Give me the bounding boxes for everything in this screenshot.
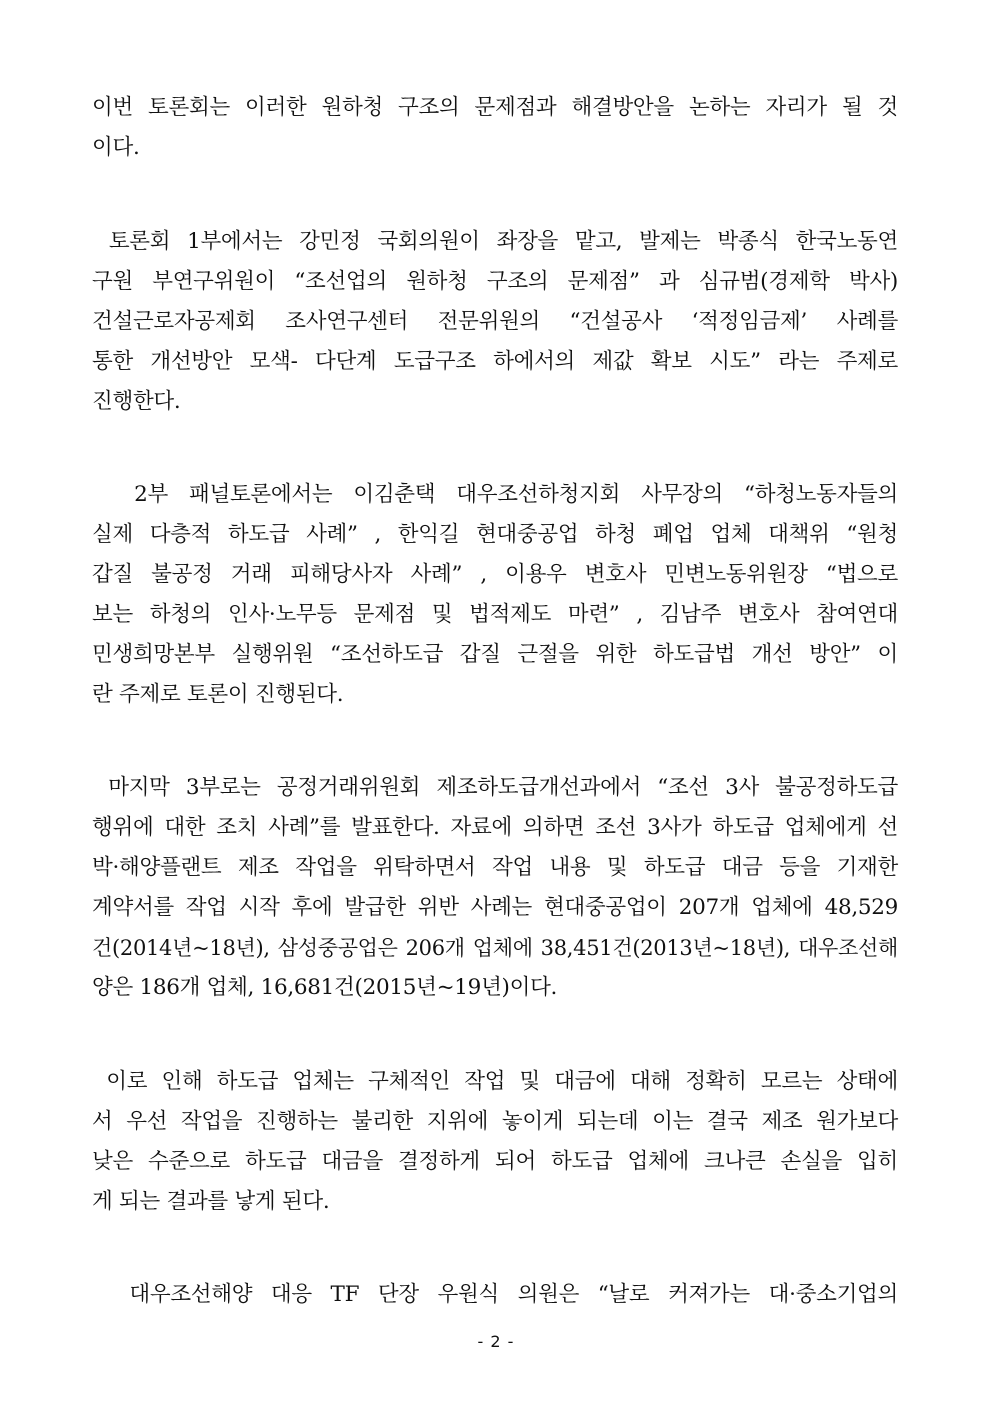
text-line: 마지막 3부로는 공정거래위원회 제조하도급개선과에서 “조선 3사 불공정하도급 <box>92 775 898 800</box>
text-line: 양은 186개 업체, 16,681건(2015년~19년)이다. <box>92 975 558 1000</box>
text-line: 실제 다층적 하도급 사례” , 한익길 현대중공업 하청 폐업 업체 대책위 “원청 <box>92 522 898 547</box>
text-line: 박·해양플랜트 제조 작업을 위탁하면서 작업 내용 및 하도급 대금 등을 기재한 <box>92 855 898 880</box>
text-line: 게 되는 결과를 낳게 된다. <box>92 1189 330 1214</box>
text-line: 이다. <box>92 135 140 160</box>
text-line: 낮은 수준으로 하도급 대금을 결정하게 되어 하도급 업체에 크나큰 손실을 입히 <box>92 1149 898 1174</box>
text-line: 토론회 1부에서는 강민정 국회의원이 좌장을 맡고, 발제는 박종식 한국노동연 <box>92 229 898 254</box>
text-line: 이로 인해 하도급 업체는 구체적인 작업 및 대금에 대해 정확히 모르는 상태에 <box>92 1069 898 1094</box>
text-line: 행위에 대한 조치 사례”를 발표한다. 자료에 의하면 조선 3사가 하도급 업체에게 선 <box>92 815 898 840</box>
text-line: 대우조선해양 대응 TF 단장 우원식 의원은 “날로 커져가는 대·중소기업의 <box>92 1282 898 1307</box>
text-line: 서 우선 작업을 진행하는 불리한 지위에 놓이게 되는데 이는 결국 제조 원가보다 <box>92 1109 898 1134</box>
text-line: 건(2014년~18년), 삼성중공업은 206개 업체에 38,451건(2013년~18년), 대우조선해 <box>92 936 898 960</box>
text-line: 보는 하청의 인사·노무등 문제점 및 법적제도 마련” , 김남주 변호사 참여연대 <box>92 602 898 627</box>
text-line: 갑질 불공정 거래 피해당사자 사례” , 이용우 변호사 민변노동위원장 “법으로 <box>92 562 898 587</box>
text-line: 2부 패널토론에서는 이김춘택 대우조선하청지회 사무장의 “하청노동자들의 <box>92 482 898 507</box>
text-line: 민생희망본부 실행위원 “조선하도급 갑질 근절을 위한 하도급법 개선 방안” 이 <box>92 642 898 667</box>
text-line: 건설근로자공제회 조사연구센터 전문위원의 “건설공사 ‘적정임금제’ 사례를 <box>92 309 898 334</box>
text-line: 구원 부연구위원이 “조선업의 원하청 구조의 문제점” 과 심규범(경제학 박사) <box>92 269 898 294</box>
text-line: 이번 토론회는 이러한 원하청 구조의 문제점과 해결방안을 논하는 자리가 될 것 <box>92 95 898 120</box>
page-number: - 2 - <box>477 1332 515 1351</box>
text-line: 통한 개선방안 모색- 다단계 도급구조 하에서의 제값 확보 시도” 라는 주제로 <box>92 349 898 374</box>
text-line: 란 주제로 토론이 진행된다. <box>92 682 344 707</box>
text-line: 진행한다. <box>92 389 181 414</box>
text-line: 계약서를 작업 시작 후에 발급한 위반 사례는 현대중공업이 207개 업체에 48,529 <box>92 895 898 920</box>
